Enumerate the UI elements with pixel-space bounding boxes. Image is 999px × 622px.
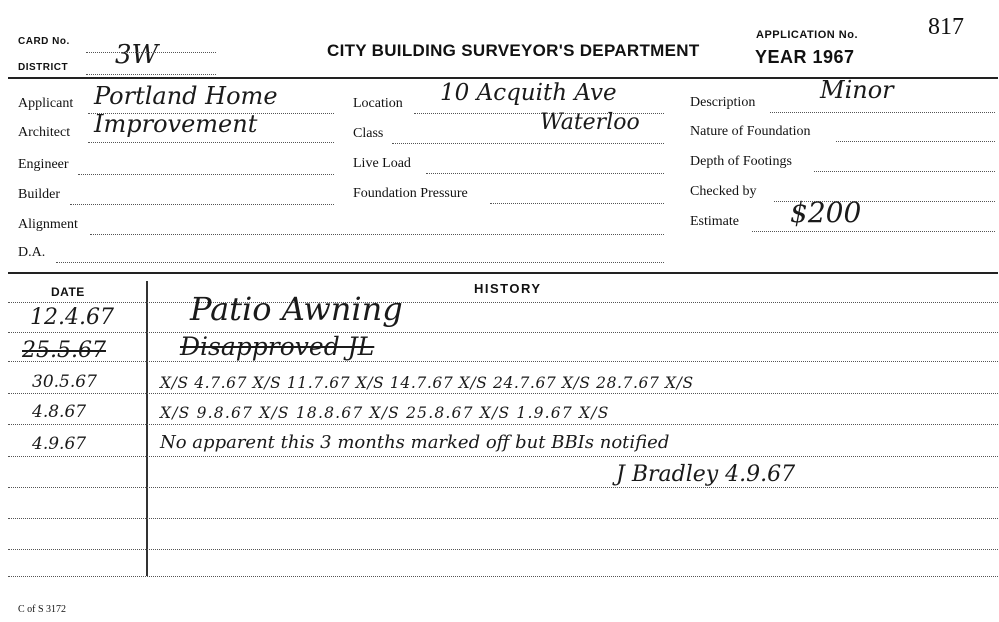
history-top-rule (8, 272, 998, 274)
location-value: 10 Acquith Ave (440, 80, 617, 106)
foundation-pressure-label: Foundation Pressure (353, 186, 468, 201)
alignment-label: Alignment (18, 217, 78, 232)
estimate-label: Estimate (690, 214, 739, 229)
card-no-value: 3W (115, 40, 159, 70)
history-date: 4.9.67 (32, 434, 87, 454)
card-no-label: CARD No. (18, 36, 70, 47)
history-rule (8, 456, 998, 457)
date-header: DATE (51, 285, 85, 299)
engineer-line (78, 174, 334, 175)
history-rule (8, 576, 998, 577)
history-entry: X/S 9.8.67 X/S 18.8.67 X/S 25.8.67 X/S 1.9.67 X/S (160, 404, 610, 422)
depth-footings-label: Depth of Footings (690, 154, 792, 169)
history-date: 25.5.67 (22, 338, 106, 363)
application-no-value: 817 (928, 14, 964, 40)
history-rule (8, 393, 998, 394)
builder-line (70, 204, 334, 205)
history-rule (8, 332, 998, 333)
history-entry: Patio Awning (190, 290, 403, 328)
architect-value: Improvement (94, 110, 258, 138)
applicant-value: Portland Home (94, 82, 278, 110)
history-signature: J Bradley 4.9.67 (616, 462, 796, 487)
builder-label: Builder (18, 187, 60, 202)
alignment-line (90, 234, 664, 235)
applicant-label: Applicant (18, 96, 74, 111)
live-load-label: Live Load (353, 156, 411, 171)
district-line (86, 74, 216, 75)
history-rule (8, 518, 998, 519)
history-entry: Disapproved JL (180, 332, 375, 361)
history-date: 4.8.67 (32, 402, 87, 422)
nature-foundation-line (836, 141, 995, 142)
description-label: Description (690, 95, 756, 110)
da-line (56, 262, 664, 263)
description-line (770, 112, 995, 113)
card-no-line (86, 52, 216, 53)
history-rule (8, 424, 998, 425)
history-entry: X/S 4.7.67 X/S 11.7.67 X/S 14.7.67 X/S 24.7.67 X/S 28.7.67 X/S (160, 374, 694, 392)
estimate-value: $200 (790, 196, 862, 229)
depth-footings-line (814, 171, 995, 172)
location-label: Location (353, 96, 403, 111)
class-value: Waterloo (540, 110, 640, 135)
application-no-label: APPLICATION No. (756, 29, 859, 41)
history-rule (8, 487, 998, 488)
history-date: 30.5.67 (32, 372, 97, 392)
foundation-pressure-line (490, 203, 664, 204)
year-label: YEAR 1967 (755, 47, 855, 67)
history-header: HISTORY (474, 281, 542, 296)
history-rule (8, 549, 998, 550)
checked-by-label: Checked by (690, 184, 757, 199)
da-label: D.A. (18, 245, 46, 260)
architect-line (88, 142, 334, 143)
live-load-line (426, 173, 664, 174)
history-rule (8, 361, 998, 362)
engineer-label: Engineer (18, 157, 69, 172)
history-entry: No apparent this 3 months marked off but BBIs notified (160, 432, 670, 453)
form-code: C of S 3172 (18, 604, 67, 615)
nature-foundation-label: Nature of Foundation (690, 124, 811, 139)
class-line (392, 143, 664, 144)
history-date: 12.4.67 (30, 305, 114, 330)
department-title: CITY BUILDING SURVEYOR'S DEPARTMENT (327, 41, 700, 60)
estimate-line (752, 231, 995, 232)
description-value: Minor (820, 76, 894, 104)
architect-label: Architect (18, 125, 71, 140)
class-label: Class (353, 126, 384, 141)
date-column-divider (146, 281, 148, 576)
district-label: DISTRICT (18, 62, 69, 73)
history-rule (8, 302, 998, 303)
